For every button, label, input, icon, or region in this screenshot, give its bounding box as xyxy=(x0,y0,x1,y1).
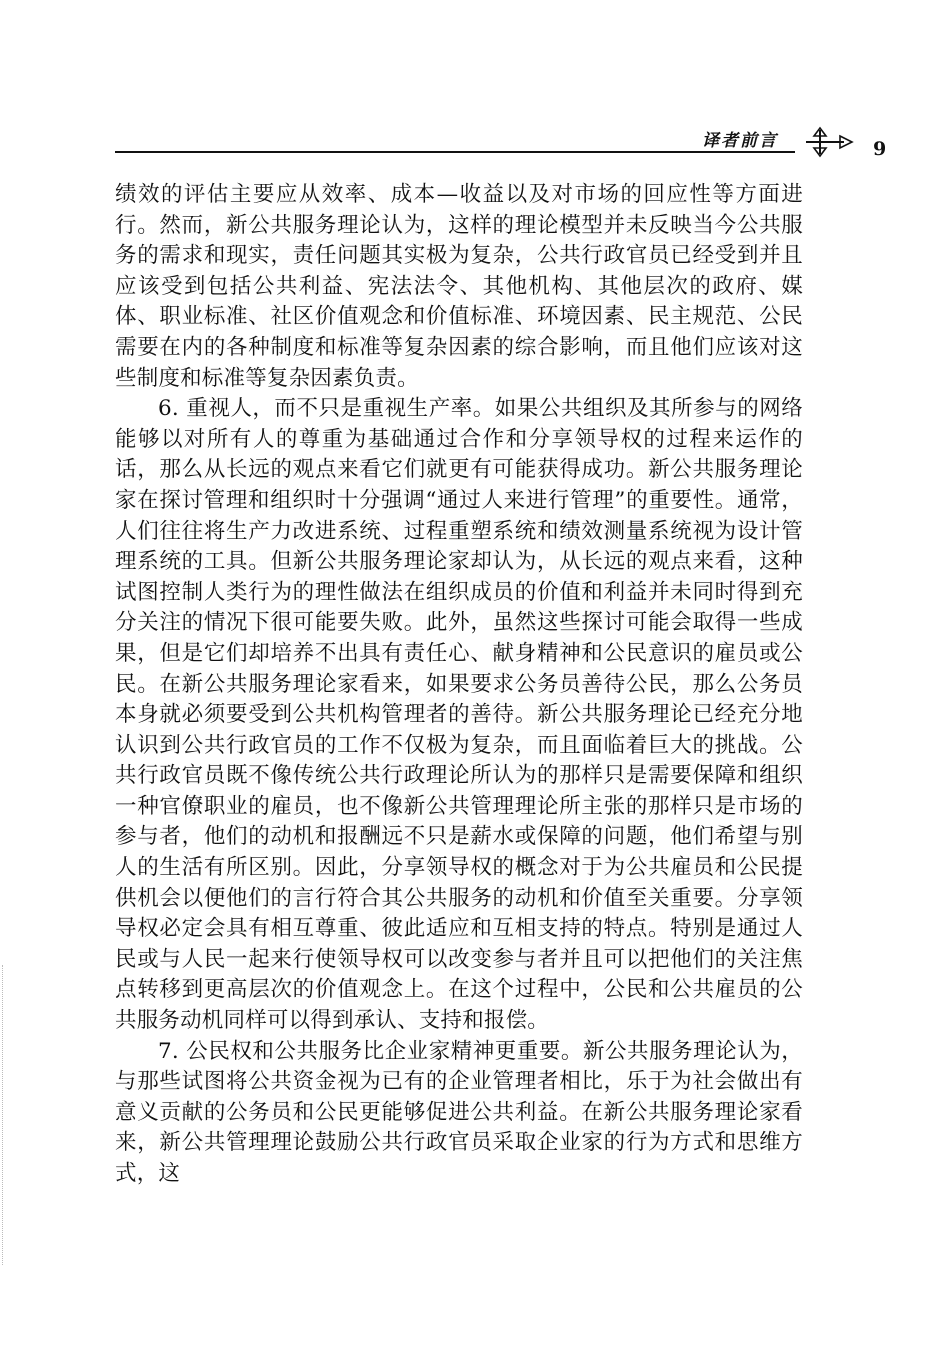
page-number: 9 xyxy=(873,138,887,160)
header-rule xyxy=(115,151,795,153)
running-header xyxy=(115,122,860,162)
scan-margin-line xyxy=(2,965,3,1265)
paragraph-point-7: 7. 公民权和公共服务比企业家精神更重要。新公共服务理论认为，与那些试图将公共资金视为已有的企业管理者相比，乐于为社会做出有意义贡献的公务员和公民更能够促进公共利益。在新公共服务理论家看来，新公共管理理论鼓励公共行政官员采取企业家的行为方式和思维方式，这 xyxy=(115,1038,803,1186)
paragraph-point-6: 6. 重视人，而不只是重视生产率。如果公共组织及其所参与的网络能够以对所有人的尊重为基础通过合作和分享领导权的过程来运作的话，那么从长远的观点来看它们就更有可能获得成功。新公共服务理论家在探讨管理和组织时十分强调“通过人来进行管理”的重要性。通常，人们往往将生产力改进系统、过程重塑系统和绩效测量系统视为设计管理系统的工具。但新公共服务理论家却认为，从长远的观点来看，这种试图控制人类行为的理性做法在组织成员的价值和利益并未同时得到充分关注的情况下很可能要失败。此外，虽然这些探讨可能会取得一些成果，但是它们却培养不出具有责任心、献身精神和公民意识的雇员或公民。在新公共服务理论家看来，如果要求公务员善待公民，那么公务员本身就必须要受到公共机构管理者的善待。新公共服务理论已经充分地认识到公共行政官员的工作不仅极为复杂，而且面临着巨大的挑战。公共行政官员既不像传统公共行政理论所认为的那样只是需要保障和组织一种官僚职业的雇员，也不像新公共管理理论所主张的那样只是市场的参与者，他们的动机和报酬远不只是薪水或保障的问题，他们希望与别人的生活有所区别。因此，分享领导权的概念对于为公共雇员和公民提供机会以便他们的言行符合其公共服务的动机和价值至关重要。分享领导权必定会具有相互尊重、彼此适应和互相支持的特点。特别是通过人民或与人民一起来行使领导权可以改变参与者并且可以把他们的关注焦点转移到更高层次的价值观念上。在这个过程中，公民和公共雇员的公共服务动机同样可以得到承认、支持和报偿。 xyxy=(115,396,803,1034)
header-title: 译者前言 xyxy=(702,131,778,151)
compass-arrow-icon xyxy=(804,122,856,162)
body-text xyxy=(115,180,803,1190)
paragraph-continued: 绩效的评估主要应从效率、成本—收益以及对市场的回应性等方面进行。然而，新公共服务理论认为，这样的理论模型并未反映当今公共服务的需求和现实，责任问题其实极为复杂，公共行政官员已经受到并且应该受到包括公共利益、宪法法令、其他机构、其他层次的政府、媒体、职业标准、社区价值观念和价值标准、环境因素、民主规范、公民需要在内的各种制度和标准等复杂因素的综合影响，而且他们应该对这些制度和标准等复杂因素负责。 xyxy=(115,182,803,391)
